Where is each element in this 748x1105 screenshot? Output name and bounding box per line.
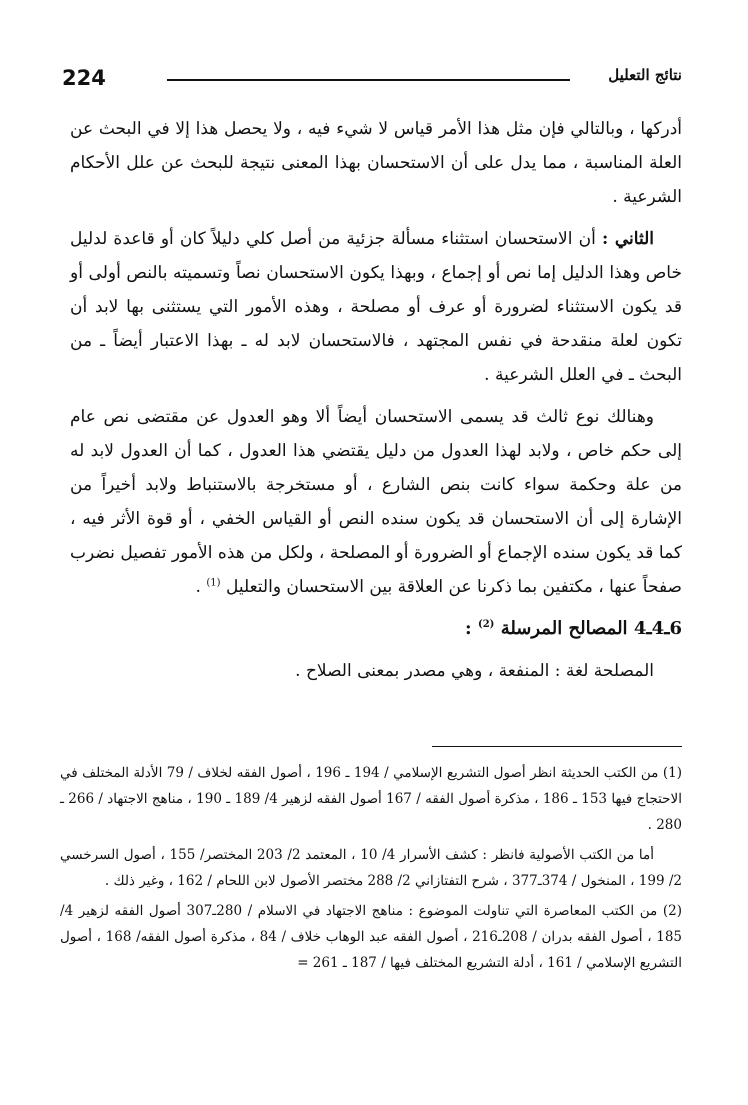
section-colon: : xyxy=(465,618,478,639)
footnote-2: (2) من الكتب المعاصرة التي تناولت الموضوع : مناهج الاجتهاد في الاسلام / 280ـ307 أصول الفقه لزهير 4/ 185 ، أصول الفقه بدران / 208ـ216 ، أصول الفقه عبد الوهاب خلاف / 84 ، مذكرة أصول الفقه/ 168 ، أصول التشريع الإسلامي / 161 ، أدلة التشريع المختلف فيها / 187 ـ 261 = xyxy=(60,903,683,971)
paragraph-3-text: وهنالك نوع ثالث قد يسمى الاستحسان أيضاً ألا وهو العدول عن مقتضى نص عام إلى حكم خاص ، ولابد لهذا العدول من دليل يقتضي هذا العدول ، كما أن العدول لابد له من علة وحكمة سواء كانت بنص الشارع ، أو مستخرجة بالاستنباط ولابد أخيراً من الإشارة إلى أن الاستحسان قد يكون سنده النص أو القياس الخفي ، أو قوة الأثر فيه ، كما قد يكون سنده الإجماع أو الضرورة أو المصلحة ، ولكل من هذه الأمور تفصيل نضرب صفحاً عنها ، مكتفين بما ذكرنا عن العلاقة بين الاستحسان والتعليل xyxy=(70,407,682,597)
paragraph-1: أدركها ، وبالتالي فإن مثل هذا الأمر قياس لا شيء فيه ، ولا يحصل هذا إلا في البحث عن العلة المناسبة ، مما يدل على أن الاستحسان بهذا المعنى نتيجة للبحث عن علل الأحكام الشرعية . xyxy=(70,119,682,207)
footnote-ref-2[interactable]: (2) xyxy=(477,619,495,630)
footnote-ref-1[interactable]: (1) xyxy=(206,577,221,589)
footnote-1a: (1) من الكتب الحديثة انظر أصول التشريع الإسلامي / 194 ـ 196 ، أصول الفقه لخلاف / 79 الأدلة المختلف في الاحتجاج فيها 153 ـ 186 ، مذكرة أصول الفقه / 167 أصول الفقه لزهير 4/ 189 ـ 190 ، مناهج الاجتهاد / 266 ـ 280 . xyxy=(60,765,682,833)
footnote-1b: أما من الكتب الأصولية فانظر : كشف الأسرار 4/ 10 ، المعتمد 2/ 203 المختصر/ 155 ، أصول السرخسي 2/ 199 ، المنخول / 374ـ377 ، شرح التفتازاني 2/ 288 مختصر الأصول لابن اللحام / 162 ، وغير ذلك . xyxy=(60,847,682,889)
running-title: نتائج التعليل xyxy=(608,66,682,84)
paragraph-2 xyxy=(70,222,682,392)
paragraph-3-end: . xyxy=(195,577,207,597)
section-heading xyxy=(70,612,682,646)
footnotes xyxy=(60,760,682,980)
section-title: المصالح المرسلة xyxy=(500,618,628,639)
paragraph-3 xyxy=(70,400,682,604)
header-rule xyxy=(167,79,570,81)
page-number: 224 xyxy=(62,66,106,90)
section-number: 6ـ4ـ4 xyxy=(633,618,682,639)
page-header xyxy=(62,66,682,94)
footnote-divider xyxy=(432,746,682,747)
paragraph-2-text: أن الاستحسان استثناء مسألة جزئية من أصل كلي دليلاً كان أو قاعدة لدليل خاص وهذا الدليل إما نص أو إجماع ، وبهذا يكون الاستحسان نصاً وتسميته بالنص أولى أو قد يكون الاستثناء لضرورة أو عرف أو مصلحة ، وهذه الأمور التي يستثنى بها لابد أن تكون لعلة منقدحة في نفس المجتهد ، فالاستحسان لابد له ـ بهذا الاعتبار أيضاً ـ من البحث ـ في العلل الشرعية . xyxy=(70,229,682,385)
main-text xyxy=(70,112,682,696)
paragraph-2-lead: الثاني : xyxy=(601,229,654,249)
paragraph-4: المصلحة لغة : المنفعة ، وهي مصدر بمعنى الصلاح . xyxy=(295,661,654,681)
